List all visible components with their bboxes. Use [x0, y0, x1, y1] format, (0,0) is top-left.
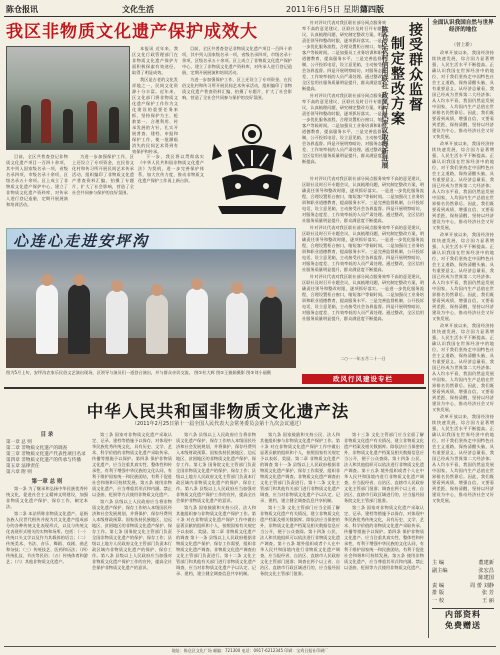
sidebar-title: 全面认识我国自然与世界经济的地位 — [432, 20, 494, 33]
toc-item: 第二章 非物质文化遗产的调查 — [6, 446, 68, 451]
credit-row: 主 编 董建新 — [432, 560, 494, 566]
sidebar-para: 改革开放以来，我国经济持续快速发展，综合国力显著增强，人民生活水平不断提高。正确认识我国在世界经济中的地位，对于我们坚持走中国特色社会主义道路，保持清醒头脑，具有重要意义。从经济总量看，我国已经成为世界第二大经济体；从人均水平看，我国仍然是发展中国家，人均国内生产总值在世界排名仍然靠后。因此，我们既要看到成绩，增强自信，又要看到差距，保持清醒，坚持以经济建设为中心，推动经济社会又好又快发展。 — [432, 414, 494, 503]
law-table-of-contents — [6, 432, 88, 487]
commentary-body-lower — [302, 176, 424, 354]
lead-article-col-3 — [138, 154, 204, 226]
page-footer: 地址：陈仓区文化广场 邮编：721300 电话：0917-6212345 印刷：宝鸡日报社印刷厂 — [4, 646, 496, 654]
law-title: 中华人民共和国非物质文化遗产法 — [86, 402, 350, 421]
commentary-para: 针对评议代表对我区联社部分网点服务效率不高的意见建议，区联社及时召开专题会议，认真梳理问题，研究制定整改方案，明确责任领导和整改时限，逐项抓好落实。一是进一步优化服务流程，合理设置柜台窗口，缩短客户等候时间。二是加强员工业务培训和职业道德教育，提高服务水平。三是完善监督机制，公开投诉电话，设立意见箱，主动接受社会各界监督。四是开展明察暗访，对服务态度差、工作效率低的人员严肃处理。通过整改，全区信用社服务质量明显提升，群众满意度不断提高。 — [302, 176, 424, 223]
lead-article-para: 目前，全区共普查登记非物质文化遗产项目一百四十余项，其中列入国家级名录一项，省级名录四项，市级名录十余项，区级名录五十余项。区上成立了非物质文化遗产保护中心，建立了非物质文化遗产资料库，对传承人进行登记造册，定期开展展演和培训活动。 — [6, 154, 68, 207]
law-col-4 — [260, 432, 340, 642]
commentary-title-line-2: 制定整改方案 — [389, 36, 405, 126]
law-subtitle: （2011年2月25日第十一届全国人民代表大会常务委员会第十九次会议通过） — [131, 421, 305, 427]
law-article: 第三条 国家对非物质文化遗产采取认定、记录、建档等措施予以保存，对体现中华民族优秀传统文化，具有历史、文学、艺术、科学价值的非物质文化遗产采取传承、传播等措施予以保护。第四条 保护非物质文化遗产，应当注重其真实性、整体性和传承性，有利于增强中华民族的文化认同，有利于维护国家统一和民族团结，有利于促进社会和谐和可持续发展。第五条 使用非物质文化遗产，应当尊重其形式和内涵。禁止以歪曲、贬损等方式使用非物质文化遗产。 — [92, 432, 172, 497]
law-article: 第十三条 文化主管部门应当全面了解非物质文化遗产有关情况，建立非物质文化遗产档案及相关数据库。除依法应当保密的外，非物质文化遗产档案及相关数据信息应当公开，便于公众查阅。第十四条 公民、法人和其他组织可以依法进行非物质文化遗产调查。第十五条 境外组织或者个人在中华人民共和国境内进行非物质文化遗产调查，应当报经省、自治区、直辖市人民政府文化主管部门批准；调查在两个以上省、自治区、直辖市行政区域进行的，应当报经国务院文化主管部门批准。 — [260, 505, 340, 576]
law-article: 第一条 为了继承和弘扬中华民族优秀传统文化，促进社会主义精神文明建设，加强非物质文化遗产保护、保存工作，制定本法。 — [6, 486, 88, 509]
credit-row: 副主编 张宏昌 — [432, 567, 494, 574]
toc-item: 第五章 法律责任 — [6, 464, 40, 469]
law-col-3 — [176, 432, 256, 642]
paper-name: 陈仓报讯 — [6, 5, 38, 14]
lead-article-para: 目前，全区共普查登记非物质文化遗产项目一百四十余项，其中列入国家级名录一项，省级名录四项，市级名录十余项，区级名录五十余项。区上成立了非物质文化遗产保护中心，建立了非物质文化遗产资料库，对传承人进行登记造册，定期开展展演和培训活动。 — [182, 46, 292, 75]
credit-row: 排 版 张 芳 — [432, 590, 494, 596]
law-article: 第六条 县级以上人民政府应当将非物质文化遗产保护、保存工作纳入本级国民经济和社会发展规划，并将保护、保存经费列入本级财政预算。国家扶持民族地区、边远地区、贫困地区的非物质文化遗产保护、保存工作。第七条 国务院文化主管部门负责全国非物质文化遗产的保护、保存工作；县级以上地方人民政府文化主管部门负责本行政区域内非物质文化遗产的保护、保存工作。第八条 县级以上人民政府应当加强对非物质文化遗产保护工作的宣传，提高全社会保护非物质文化遗产的意识。 — [92, 499, 172, 570]
issue-date: 2011年6月5日 星期日 — [286, 5, 368, 14]
credit-row: 一 校 王 丽 — [432, 597, 494, 604]
commentary-para: 针对评议代表对我区联社部分网点服务效率不高的意见建议，区联社及时召开专题会议，认真梳理问题，研究制定整改方案，明确责任领导和整改时限，逐项抓好落实。一是进一步优化服务流程，合理设置柜台窗口，缩短客户等候时间。二是加强员工业务培训和职业道德教育，提高服务水平。三是完善监督机制，公开投诉电话，设立意见箱，主动接受社会各界监督。四是开展明察暗访，对服务态度差、工作效率低的人员严肃处理。通过整改，全区信用社服务质量明显提升，群众满意度不断提高。 — [302, 225, 424, 272]
photo-caption: 图为5月上旬，安坪沟农家乐民俗文艺演出现场，区领导与演员们一道登台演出，并与群众亲切交流。 图①杜大辉 图②王雅娟摄影 图③刘小丽摄 — [6, 370, 271, 375]
sidebar-author: （曾上新） — [451, 43, 475, 48]
chapter-heading: 第一章 总 则 — [31, 479, 63, 485]
lead-article-col-1 — [132, 46, 178, 154]
law-col-5 — [344, 432, 424, 642]
internal-notice-line: 内部资料 — [445, 610, 481, 619]
section-name: 文化生活 — [122, 5, 154, 14]
lead-article-col-1b — [6, 154, 68, 226]
sidebar-para: 改革开放以来，我国经济持续快速发展，综合国力显著增强，人民生活水平不断提高。正确认识我国在世界经济中的地位，对于我们坚持走中国特色社会主义道路，保持清醒头脑，具有重要意义。从经济总量看，我国已经成为世界第二大经济体；从人均水平看，我国仍然是发展中国家，人均国内生产总值在世界排名仍然靠后。因此，我们既要看到成绩，增强自信，又要看到差距，保持清醒，坚持以经济建设为中心，推动经济社会又好又快发展。 — [432, 323, 494, 412]
law-article: 第二条 本法所称非物质文化遗产，是指各族人民世代相传并视为其文化遗产组成部分的各种传统文化表现形式，以及与传统文化表现形式相关的实物和场所。包括：（一）传统口头文学以及作为其载体的语言；（二）传统美术、书法、音乐、舞蹈、戏剧、曲艺和杂技；（三）传统技艺、医药和历法；（四）传统礼仪、节庆等民俗；（五）传统体育和游艺；（六）其他非物质文化遗产。 — [6, 511, 88, 564]
sidebar-body — [432, 50, 494, 555]
toc-item: 第六章 附 则 — [6, 470, 32, 475]
law-article: 第六条 县级以上人民政府应当将非物质文化遗产保护、保存工作纳入本级国民经济和社会发展规划，并将保护、保存经费列入本级财政预算。国家扶持民族地区、边远地区、贫困地区的非物质文化遗产保护、保存工作。第七条 国务院文化主管部门负责全国非物质文化遗产的保护、保存工作；县级以上地方人民政府文化主管部门负责本行政区域内非物质文化遗产的保护、保存工作。第八条 县级以上人民政府应当加强对非物质文化遗产保护工作的宣传，提高全社会保护非物质文化遗产的意识。 — [176, 432, 256, 503]
commentary-title — [388, 22, 426, 170]
commentary-para: 针对评议代表对我区联社部分网点服务效率不高的意见建议，区联社及时召开专题会议，认真梳理问题，研究制定整改方案，明确责任领导和整改时限，逐项抓好落实。一是进一步优化服务流程，合理设置柜台窗口，缩短客户等候时间。二是加强员工业务培训和职业道德教育，提高服务水平。三是完善监督机制，公开投诉电话，设立意见箱，主动接受社会各界监督。四是开展明察暗访，对服务态度差、工作效率低的人员严肃处理。通过整改，全区信用社服务质量明显提升，群众满意度不断提高。 — [302, 93, 386, 164]
commentary-subtitle: 陈仓区农村信用联社 政风行风评议取得新进展 — [381, 26, 389, 169]
toc-item: 第一章 总 则 — [6, 440, 32, 445]
main-headline: 我区非物质文化遗产保护成效大 — [6, 22, 258, 42]
toc-heading: 目 录 — [40, 432, 54, 438]
law-article: 第九条 国家鼓励和支持公民、法人和其他组织参与非物质文化遗产保护工作。第十条 对在非物质文化遗产保护工作中做出显著贡献的组织和个人，按照国家有关规定予以表彰、奖励。第二章 非物质文化遗产的调查 第十一条 县级以上人民政府根据非物质文化遗产保护、保存工作需要，组织非物质文化遗产调查。非物质文化遗产调查由文化主管部门负责进行。第十二条 文化主管部门和其他有关部门进行非物质文化遗产调查，应当对非物质文化遗产予以认定、记录、建档，建立健全调查信息共享机制。 — [176, 505, 256, 576]
photo-banner-text: 心连心走进安坪沟 — [13, 232, 150, 250]
performers-photo — [6, 46, 130, 150]
credit-row: 陈建国 — [478, 575, 494, 581]
section-divider — [4, 387, 426, 389]
commentary-para: 针对评议代表对我区联社部分网点服务效率不高的意见建议，区联社及时召开专题会议，认真梳理问题，研究制定整改方案，明确责任领导和整改时限，逐项抓好落实。一是进一步优化服务流程，合理设置柜台窗口，缩短客户等候时间。二是加强员工业务培训和职业道德教育，提高服务水平。三是完善监督机制，公开投诉电话，设立意见箱，主动接受社会各界监督。四是开展明察暗访，对服务态度差、工作效率低的人员严肃处理。通过整改，全区信用社服务质量明显提升，群众满意度不断提高。 — [302, 20, 386, 91]
internal-notice-line: 免费赠送 — [445, 621, 481, 630]
commentary-date: 二○一一年五月二十一日 — [340, 356, 386, 361]
sidebar-para: 改革开放以来，我国经济持续快速发展，综合国力显著增强，人民生活水平不断提高。正确认识我国在世界经济中的地位，对于我们坚持走中国特色社会主义道路，保持清醒头脑，具有重要意义。从经济总量看，我国已经成为世界第二大经济体；从人均水平看，我国仍然是发展中国家，人均国内生产总值在世界排名仍然靠后。因此，我们既要看到成绩，增强自信，又要看到差距，保持清醒，坚持以经济建设为中心，推动经济社会又好又快发展。 — [432, 141, 494, 230]
toc-item: 第四章 非物质文化遗产的传承与传播 — [6, 458, 81, 463]
lead-article-para: 我区是古老的文化发祥地之一，民间文化资源十分丰富。近年来，区文化部门将非物质文化遗产保护工作作为文化建设的重要任务来抓，坚持保护为主、抢救第一、合理利用、传承发展的方针，扎实开展普查、建档、申报和保护工作，使一批濒临消失的民间艺术得到有效保护和传承。 — [132, 77, 178, 154]
paper-cut-artwork — [208, 120, 296, 216]
lead-article-para: 为进一步加强保护工作，区上还设立了专项资金，在民俗文化村和传习所开展民间艺术传承活动，组织编印了非物质文化遗产普查资料汇编，拍摄了专题片，扩大了社会影响，营造了全社会共同参与保护的良好氛围。 — [72, 154, 134, 195]
lead-article-para: 为进一步加强保护工作，区上还设立了专项资金，在民俗文化村和传习所开展民间艺术传承活动，组织编印了非物质文化遗产普查资料汇编，拍摄了专题片，扩大了社会影响，营造了全社会共同参与保护的良好氛围。 — [182, 77, 292, 100]
internal-notice — [432, 608, 494, 631]
lead-article-col-2 — [72, 154, 134, 226]
law-col-1 — [6, 486, 88, 642]
editorial-credits — [432, 560, 494, 605]
law-article: 第十三条 文化主管部门应当全面了解非物质文化遗产有关情况，建立非物质文化遗产档案及相关数据库。除依法应当保密的外，非物质文化遗产档案及相关数据信息应当公开，便于公众查阅。第十四条 公民、法人和其他组织可以依法进行非物质文化遗产调查。第十五条 境外组织或者个人在中华人民共和国境内进行非物质文化遗产调查，应当报经省、自治区、直辖市人民政府文化主管部门批准；调查在两个以上省、自治区、直辖市行政区域进行的，应当报经国务院文化主管部门批准。 — [344, 432, 424, 503]
lead-article-para: 下一步，我区将以贯彻落实《中华人民共和国非物质文化遗产法》为契机，进一步完善保护体系，加大宣传力度，推动非物质文化遗产保护工作再上新台阶。 — [138, 154, 204, 183]
law-article: 第三条 国家对非物质文化遗产采取认定、记录、建档等措施予以保存，对体现中华民族优秀传统文化，具有历史、文学、艺术、科学价值的非物质文化遗产采取传承、传播等措施予以保护。第四条 保护非物质文化遗产，应当注重其真实性、整体性和传承性，有利于增强中华民族的文化认同，有利于维护国家统一和民族团结，有利于促进社会和谐和可持续发展。第五条 使用非物质文化遗产，应当尊重其形式和内涵。禁止以歪曲、贬损等方式使用非物质文化遗产。 — [344, 505, 424, 570]
stage-photo — [6, 250, 296, 368]
law-col-2 — [92, 432, 172, 642]
masthead — [4, 3, 496, 17]
toc-item: 第三章 非物质文化遗产代表性项目名录 — [6, 452, 86, 457]
page-number: 第四版 — [360, 5, 384, 14]
lead-article-para: 本报讯 近年来，我区文化行政管理部门在非物质文化遗产保护方面积极探索有效途径，取得了明显成效。 — [132, 46, 178, 75]
sidebar-para: 改革开放以来，我国经济持续快速发展，综合国力显著增强，人民生活水平不断提高。正确认识我国在世界经济中的地位，对于我们坚持走中国特色社会主义道路，保持清醒头脑，具有重要意义。从经济总量看，我国已经成为世界第二大经济体；从人均水平看，我国仍然是发展中国家，人均国内生产总值在世界排名仍然靠后。因此，我们既要看到成绩，增强自信，又要看到差距，保持清醒，坚持以经济建设为中心，推动经济社会又好又快发展。 — [432, 232, 494, 321]
commentary-para: 针对评议代表对我区联社部分网点服务效率不高的意见建议，区联社及时召开专题会议，认真梳理问题，研究制定整改方案，明确责任领导和整改时限，逐项抓好落实。一是进一步优化服务流程，合理设置柜台窗口，缩短客户等候时间。二是加强员工业务培训和职业道德教育，提高服务水平。三是完善监督机制，公开投诉电话，设立意见箱，主动接受社会各界监督。四是开展明察暗访，对服务态度差、工作效率低的人员严肃处理。通过整改，全区信用社服务质量明显提升，群众满意度不断提高。 — [302, 274, 424, 321]
lead-article-col-4 — [182, 46, 292, 116]
column-tag: 政风行风建设专栏 — [302, 374, 424, 384]
credit-row: 责 编 周 蕾 刘静 — [432, 582, 494, 589]
sidebar-para: 改革开放以来，我国经济持续快速发展，综合国力显著增强，人民生活水平不断提高。正确认识我国在世界经济中的地位，对于我们坚持走中国特色社会主义道路，保持清醒头脑，具有重要意义。从经济总量看，我国已经成为世界第二大经济体；从人均水平看，我国仍然是发展中国家，人均国内生产总值在世界排名仍然靠后。因此，我们既要看到成绩，增强自信，又要看到差距，保持清醒，坚持以经济建设为中心，推动经济社会又好又快发展。 — [432, 50, 494, 139]
law-article: 第九条 国家鼓励和支持公民、法人和其他组织参与非物质文化遗产保护工作。第十条 对在非物质文化遗产保护工作中做出显著贡献的组织和个人，按照国家有关规定予以表彰、奖励。第二章 非物质文化遗产的调查 第十一条 县级以上人民政府根据非物质文化遗产保护、保存工作需要，组织非物质文化遗产调查。非物质文化遗产调查由文化主管部门负责进行。第十二条 文化主管部门和其他有关部门进行非物质文化遗产调查，应当对非物质文化遗产予以认定、记录、建档，建立健全调查信息共享机制。 — [260, 432, 340, 503]
photo-banner — [6, 228, 296, 250]
commentary-title-line-1: 接受群众监督 — [407, 22, 423, 112]
